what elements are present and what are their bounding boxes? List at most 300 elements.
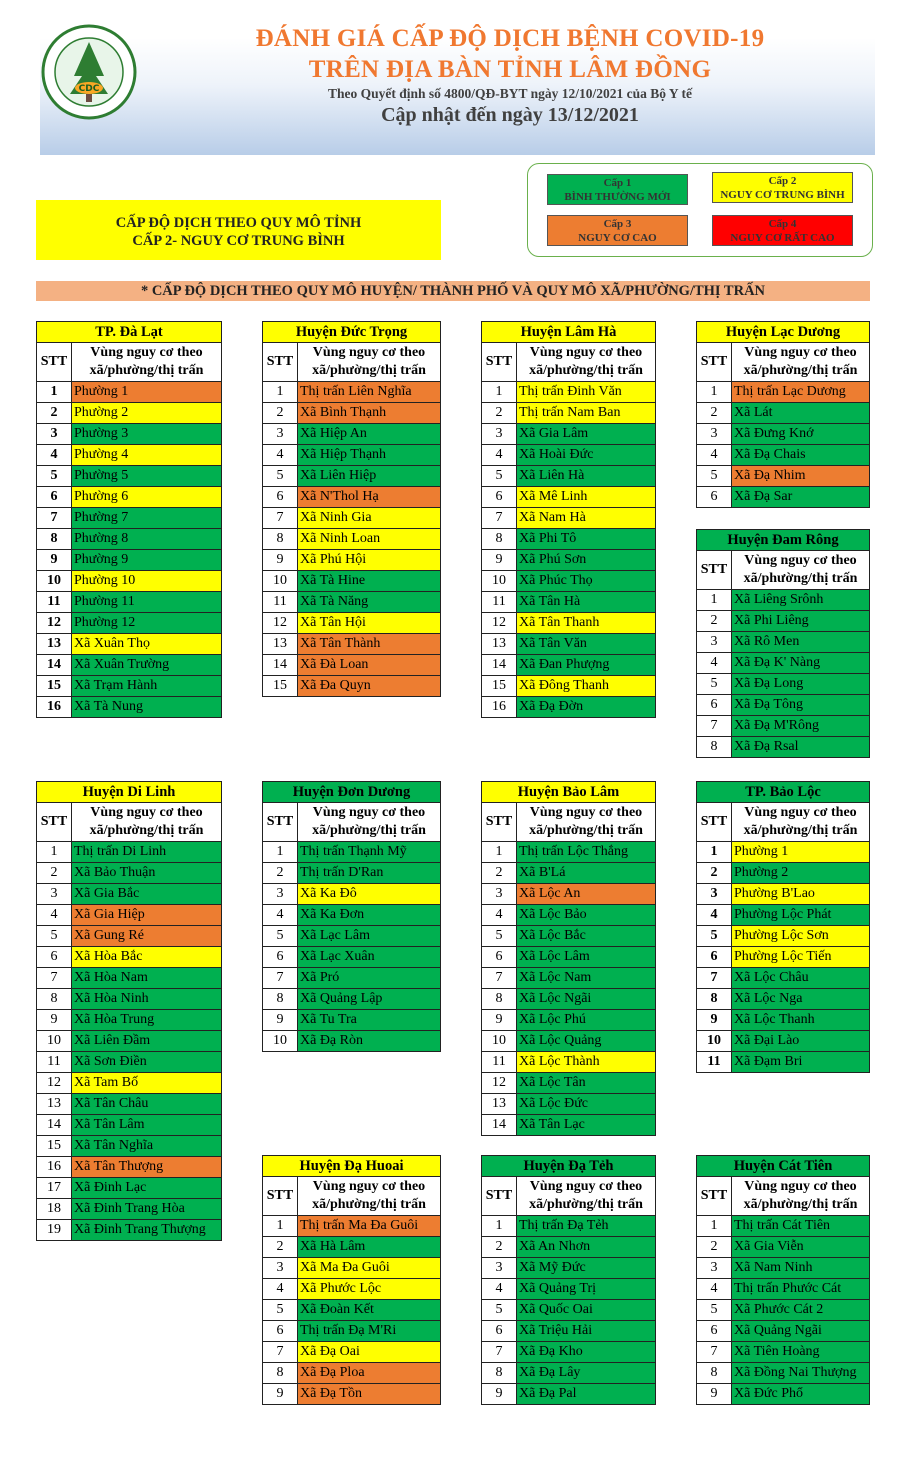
commune-name: Xã Lộc Bảo <box>517 905 656 926</box>
table-row <box>37 592 222 613</box>
table-row <box>482 1052 656 1073</box>
table-row <box>697 611 870 632</box>
commune-name: Xã Đạ Sar <box>732 487 870 508</box>
commune-name: Xã Ka Đơn <box>298 905 441 926</box>
table-row <box>482 592 656 613</box>
row-number: 15 <box>482 676 517 697</box>
commune-name: Thị trấn Nam Ban <box>517 403 656 424</box>
commune-name: Xã Hiệp Thạnh <box>298 445 441 466</box>
table-row <box>697 905 870 926</box>
commune-name: Xã Đạ Lây <box>517 1363 656 1384</box>
table-row <box>37 1094 222 1115</box>
commune-name: Xã Đại Lào <box>732 1031 870 1052</box>
table-row <box>37 989 222 1010</box>
legend-level-3-title: Cấp 3 <box>603 218 632 230</box>
commune-name: Xã Đinh Lạc <box>72 1178 222 1199</box>
row-number: 10 <box>482 1031 517 1052</box>
legend-level-2-title: Cấp 2 <box>768 175 797 187</box>
row-number: 3 <box>263 884 298 905</box>
row-number: 1 <box>37 382 72 403</box>
legend-level-2 <box>712 172 853 203</box>
commune-name: Xã Bảo Thuận <box>72 863 222 884</box>
row-number: 4 <box>697 1279 732 1300</box>
row-number: 11 <box>482 1052 517 1073</box>
row-number: 1 <box>263 842 298 863</box>
table-row <box>482 884 656 905</box>
row-number: 3 <box>697 424 732 445</box>
commune-name: Xã Đạ Ròn <box>298 1031 441 1052</box>
table-row <box>482 1384 656 1405</box>
row-number: 4 <box>482 1279 517 1300</box>
row-number: 4 <box>697 653 732 674</box>
table-row <box>482 1216 656 1237</box>
row-number: 14 <box>263 655 298 676</box>
commune-name: Xã Tân Châu <box>72 1094 222 1115</box>
zone-header: Vùng nguy cơ theo xã/phường/thị trấn <box>72 803 222 842</box>
commune-name: Xã Đạ Tông <box>732 695 870 716</box>
district-name: Huyện Đạ Tẻh <box>482 1156 656 1177</box>
commune-name: Xã Đức Phổ <box>732 1384 870 1405</box>
table-row <box>482 1258 656 1279</box>
commune-name: Xã Nam Ninh <box>732 1258 870 1279</box>
legend-level-1 <box>547 174 688 205</box>
table-row <box>263 508 441 529</box>
table-row <box>37 947 222 968</box>
row-number: 8 <box>37 529 72 550</box>
commune-name: Xã Đạ Ploa <box>298 1363 441 1384</box>
row-number: 11 <box>482 592 517 613</box>
table-row <box>37 445 222 466</box>
table-row <box>482 382 656 403</box>
table-row <box>37 676 222 697</box>
table-row <box>482 676 656 697</box>
table-row <box>482 529 656 550</box>
row-number: 13 <box>37 634 72 655</box>
commune-name: Phường 10 <box>72 571 222 592</box>
row-number: 8 <box>482 989 517 1010</box>
row-number: 12 <box>37 1073 72 1094</box>
table-row <box>37 613 222 634</box>
commune-name: Xã Đà Loan <box>298 655 441 676</box>
commune-name: Xã Lộc Thanh <box>732 1010 870 1031</box>
row-number: 2 <box>697 403 732 424</box>
commune-name: Xã Phú Hội <box>298 550 441 571</box>
commune-name: Xã Đạ Oai <box>298 1342 441 1363</box>
row-number: 7 <box>263 508 298 529</box>
table-row <box>482 466 656 487</box>
row-number: 1 <box>697 1216 732 1237</box>
commune-name: Xã Tam Bố <box>72 1073 222 1094</box>
row-number: 4 <box>263 1279 298 1300</box>
province-level-value: CẤP 2- NGUY CƠ TRUNG BÌNH <box>132 233 345 249</box>
row-number: 3 <box>697 632 732 653</box>
commune-name: Xã Bình Thạnh <box>298 403 441 424</box>
commune-name: Xã Hòa Ninh <box>72 989 222 1010</box>
row-number: 8 <box>697 989 732 1010</box>
row-number: 6 <box>37 947 72 968</box>
row-number: 6 <box>697 487 732 508</box>
district-name: Huyện Đạ Huoai <box>263 1156 441 1177</box>
commune-name: Xã Đạ Tồn <box>298 1384 441 1405</box>
row-number: 14 <box>37 1115 72 1136</box>
commune-name: Xã Ninh Loan <box>298 529 441 550</box>
commune-name: Xã Gia Hiệp <box>72 905 222 926</box>
commune-name: Xã Phi Tô <box>517 529 656 550</box>
commune-name: Xã Tân Thượng <box>72 1157 222 1178</box>
table-row <box>482 1073 656 1094</box>
commune-name: Thị trấn Di Linh <box>72 842 222 863</box>
cdc-logo <box>38 24 140 120</box>
row-number: 7 <box>482 968 517 989</box>
commune-name: Xã Liên Hiệp <box>298 466 441 487</box>
table-row <box>263 445 441 466</box>
level-legend <box>527 163 873 257</box>
commune-name: Thị trấn Lạc Dương <box>732 382 870 403</box>
row-number: 2 <box>263 863 298 884</box>
table-row <box>697 1363 870 1384</box>
table-row <box>697 1300 870 1321</box>
table-row <box>37 550 222 571</box>
row-number: 2 <box>37 863 72 884</box>
table-row <box>263 550 441 571</box>
commune-name: Xã Đạ Nhim <box>732 466 870 487</box>
table-row <box>263 947 441 968</box>
table-row <box>37 863 222 884</box>
zone-header: Vùng nguy cơ theo xã/phường/thị trấn <box>732 803 870 842</box>
zone-header: Vùng nguy cơ theo xã/phường/thị trấn <box>298 343 441 382</box>
commune-name: Phường 11 <box>72 592 222 613</box>
commune-name: Xã Đạ M'Rông <box>732 716 870 737</box>
row-number: 3 <box>482 884 517 905</box>
commune-name: Thị trấn Liên Nghĩa <box>298 382 441 403</box>
stt-header: STT <box>697 1177 732 1216</box>
table-row <box>263 403 441 424</box>
commune-name: Phường 7 <box>72 508 222 529</box>
commune-name: Phường 6 <box>72 487 222 508</box>
table-row <box>37 1052 222 1073</box>
table-row <box>697 1342 870 1363</box>
row-number: 13 <box>482 634 517 655</box>
table-row <box>37 1010 222 1031</box>
commune-name: Xã Đạ Long <box>732 674 870 695</box>
table-row <box>263 968 441 989</box>
table-row <box>697 1216 870 1237</box>
commune-name: Xã Hòa Trung <box>72 1010 222 1031</box>
table-row <box>263 863 441 884</box>
row-number: 17 <box>37 1178 72 1199</box>
row-number: 14 <box>482 1115 517 1136</box>
table-row <box>37 487 222 508</box>
commune-name: Xã Quảng Trị <box>517 1279 656 1300</box>
table-row <box>697 926 870 947</box>
table-row <box>263 1031 441 1052</box>
commune-name: Xã Lộc Châu <box>732 968 870 989</box>
table-row <box>37 842 222 863</box>
district-name: Huyện Đam Rông <box>697 530 870 551</box>
row-number: 5 <box>37 926 72 947</box>
row-number: 16 <box>37 697 72 718</box>
commune-name: Xã Đạ K' Nàng <box>732 653 870 674</box>
table-row <box>37 1220 222 1241</box>
table-row <box>697 1010 870 1031</box>
row-number: 1 <box>37 842 72 863</box>
row-number: 12 <box>482 1073 517 1094</box>
table-row <box>37 634 222 655</box>
stt-header: STT <box>37 803 72 842</box>
row-number: 7 <box>482 1342 517 1363</box>
table-row <box>482 445 656 466</box>
commune-name: Phường 8 <box>72 529 222 550</box>
commune-name: Xã Gia Lâm <box>517 424 656 445</box>
table-row <box>697 466 870 487</box>
table-row <box>263 842 441 863</box>
row-number: 14 <box>37 655 72 676</box>
row-number: 7 <box>37 508 72 529</box>
stt-header: STT <box>263 803 298 842</box>
district-table <box>696 1155 870 1405</box>
row-number: 6 <box>482 487 517 508</box>
commune-name: Xã Phúc Thọ <box>517 571 656 592</box>
page-title-line2: TRÊN ĐỊA BÀN TỈNH LÂM ĐỒNG <box>308 56 712 83</box>
commune-name: Xã Phước Lộc <box>298 1279 441 1300</box>
commune-name: Xã Tân Nghĩa <box>72 1136 222 1157</box>
district-table <box>696 529 870 758</box>
commune-name: Xã Mỹ Đức <box>517 1258 656 1279</box>
row-number: 13 <box>37 1094 72 1115</box>
row-number: 18 <box>37 1199 72 1220</box>
legend-level-4-label: NGUY CƠ RẤT CAO <box>730 232 835 244</box>
table-row <box>263 655 441 676</box>
row-number: 15 <box>37 676 72 697</box>
row-number: 5 <box>482 1300 517 1321</box>
commune-name: Phường 9 <box>72 550 222 571</box>
row-number: 2 <box>697 1237 732 1258</box>
row-number: 1 <box>482 842 517 863</box>
table-row <box>697 1321 870 1342</box>
table-row <box>482 968 656 989</box>
table-row <box>482 613 656 634</box>
row-number: 2 <box>263 403 298 424</box>
table-row <box>697 632 870 653</box>
table-row <box>482 1115 656 1136</box>
table-row <box>697 1258 870 1279</box>
commune-name: Xã Ma Đa Guôi <box>298 1258 441 1279</box>
row-number: 1 <box>697 842 732 863</box>
commune-name: Xã Đạ Chais <box>732 445 870 466</box>
table-row <box>697 674 870 695</box>
row-number: 3 <box>37 884 72 905</box>
commune-name: Xã Nam Hà <box>517 508 656 529</box>
commune-name: Xã Lộc Thành <box>517 1052 656 1073</box>
commune-name: Xã An Nhơn <box>517 1237 656 1258</box>
table-row <box>37 571 222 592</box>
table-row <box>263 487 441 508</box>
table-row <box>263 989 441 1010</box>
table-row <box>697 1237 870 1258</box>
legend-level-3 <box>547 215 688 246</box>
table-row <box>263 382 441 403</box>
table-row <box>37 1073 222 1094</box>
commune-name: Xã Hà Lâm <box>298 1237 441 1258</box>
table-row <box>697 1031 870 1052</box>
table-row <box>697 424 870 445</box>
district-name: Huyện Lạc Dương <box>697 322 870 343</box>
table-row <box>697 947 870 968</box>
commune-name: Phường 2 <box>72 403 222 424</box>
commune-name: Xã Gia Bắc <box>72 884 222 905</box>
commune-name: Xã Phi Liêng <box>732 611 870 632</box>
table-row <box>263 1010 441 1031</box>
table-row <box>37 1115 222 1136</box>
commune-name: Thị trấn D'Ran <box>298 863 441 884</box>
table-row <box>263 1216 441 1237</box>
province-level-title: CẤP ĐỘ DỊCH THEO QUY MÔ TỈNH <box>115 215 362 231</box>
commune-name: Xã Xuân Thọ <box>72 634 222 655</box>
district-table <box>481 1155 656 1405</box>
commune-name: Phường 5 <box>72 466 222 487</box>
table-row <box>697 989 870 1010</box>
row-number: 8 <box>482 1363 517 1384</box>
row-number: 12 <box>37 613 72 634</box>
commune-name: Phường B'Lao <box>732 884 870 905</box>
row-number: 1 <box>263 382 298 403</box>
table-row <box>263 1300 441 1321</box>
table-row <box>482 550 656 571</box>
commune-name: Xã Phước Cát 2 <box>732 1300 870 1321</box>
row-number: 12 <box>263 613 298 634</box>
table-row <box>482 571 656 592</box>
row-number: 8 <box>697 1363 732 1384</box>
row-number: 13 <box>263 634 298 655</box>
commune-name: Xã Đan Phượng <box>517 655 656 676</box>
commune-name: Xã Lộc Đức <box>517 1094 656 1115</box>
stt-header: STT <box>263 1177 298 1216</box>
table-row <box>263 1342 441 1363</box>
row-number: 1 <box>263 1216 298 1237</box>
commune-name: Xã Đạm Bri <box>732 1052 870 1073</box>
commune-name: Xã Tân Hội <box>298 613 441 634</box>
row-number: 9 <box>697 1384 732 1405</box>
stt-header: STT <box>482 803 517 842</box>
commune-name: Xã Ninh Gia <box>298 508 441 529</box>
row-number: 2 <box>263 1237 298 1258</box>
table-row <box>697 737 870 758</box>
table-row <box>263 466 441 487</box>
row-number: 6 <box>482 1321 517 1342</box>
row-number: 1 <box>697 590 732 611</box>
row-number: 5 <box>697 674 732 695</box>
row-number: 9 <box>482 1384 517 1405</box>
table-row <box>263 1258 441 1279</box>
table-row <box>482 1094 656 1115</box>
table-row <box>697 487 870 508</box>
row-number: 4 <box>482 445 517 466</box>
district-table <box>696 321 870 508</box>
table-row <box>37 508 222 529</box>
table-row <box>263 905 441 926</box>
commune-name: Phường 3 <box>72 424 222 445</box>
commune-name: Xã Hiệp An <box>298 424 441 445</box>
row-number: 6 <box>697 947 732 968</box>
commune-name: Phường 1 <box>72 382 222 403</box>
commune-name: Xã Gung Ré <box>72 926 222 947</box>
commune-name: Phường Lộc Phát <box>732 905 870 926</box>
zone-header: Vùng nguy cơ theo xã/phường/thị trấn <box>732 551 870 590</box>
table-row <box>697 1052 870 1073</box>
table-row <box>482 1237 656 1258</box>
stt-header: STT <box>697 803 732 842</box>
row-number: 10 <box>263 1031 298 1052</box>
row-number: 9 <box>263 1010 298 1031</box>
row-number: 2 <box>482 1237 517 1258</box>
commune-name: Xã Hòa Bắc <box>72 947 222 968</box>
row-number: 1 <box>697 382 732 403</box>
row-number: 11 <box>263 592 298 613</box>
row-number: 9 <box>482 550 517 571</box>
commune-name: Xã Tân Hà <box>517 592 656 613</box>
table-row <box>697 716 870 737</box>
commune-name: Xã Quảng Ngãi <box>732 1321 870 1342</box>
table-row <box>482 403 656 424</box>
table-row <box>263 571 441 592</box>
legend-level-4 <box>712 215 853 246</box>
commune-name: Xã Lộc Phú <box>517 1010 656 1031</box>
row-number: 5 <box>37 466 72 487</box>
row-number: 7 <box>37 968 72 989</box>
commune-name: Xã Tân Thành <box>298 634 441 655</box>
row-number: 8 <box>37 989 72 1010</box>
table-row <box>697 884 870 905</box>
commune-name: Xã Sơn Điền <box>72 1052 222 1073</box>
district-table <box>262 781 441 1052</box>
district-name: TP. Bảo Lộc <box>697 782 870 803</box>
row-number: 1 <box>482 1216 517 1237</box>
decision-reference: Theo Quyết định số 4800/QĐ-BYT ngày 12/10/2021 của Bộ Y tế <box>327 86 693 101</box>
commune-name: Xã Lạc Xuân <box>298 947 441 968</box>
row-number: 8 <box>263 989 298 1010</box>
row-number: 2 <box>482 403 517 424</box>
legend-level-4-title: Cấp 4 <box>768 218 797 230</box>
row-number: 4 <box>263 445 298 466</box>
table-row <box>37 1178 222 1199</box>
table-row <box>263 1237 441 1258</box>
table-row <box>482 947 656 968</box>
row-number: 3 <box>697 1258 732 1279</box>
commune-name: Xã Đồng Nai Thượng <box>732 1363 870 1384</box>
table-row <box>482 508 656 529</box>
row-number: 14 <box>482 655 517 676</box>
table-row <box>482 697 656 718</box>
table-row <box>482 634 656 655</box>
table-row <box>263 592 441 613</box>
commune-name: Phường 2 <box>732 863 870 884</box>
row-number: 3 <box>482 1258 517 1279</box>
table-row <box>697 1279 870 1300</box>
row-number: 5 <box>697 466 732 487</box>
row-number: 6 <box>263 1321 298 1342</box>
district-name: Huyện Đơn Dương <box>263 782 441 803</box>
province-level-box <box>36 200 441 260</box>
row-number: 6 <box>697 1321 732 1342</box>
commune-name: Xã Lộc An <box>517 884 656 905</box>
commune-name: Xã Tà Nung <box>72 697 222 718</box>
commune-name: Xã Lộc Tân <box>517 1073 656 1094</box>
table-row <box>482 863 656 884</box>
district-name: Huyện Di Linh <box>37 782 222 803</box>
commune-name: Xã Lộc Ngãi <box>517 989 656 1010</box>
row-number: 6 <box>697 695 732 716</box>
district-table <box>481 321 656 718</box>
